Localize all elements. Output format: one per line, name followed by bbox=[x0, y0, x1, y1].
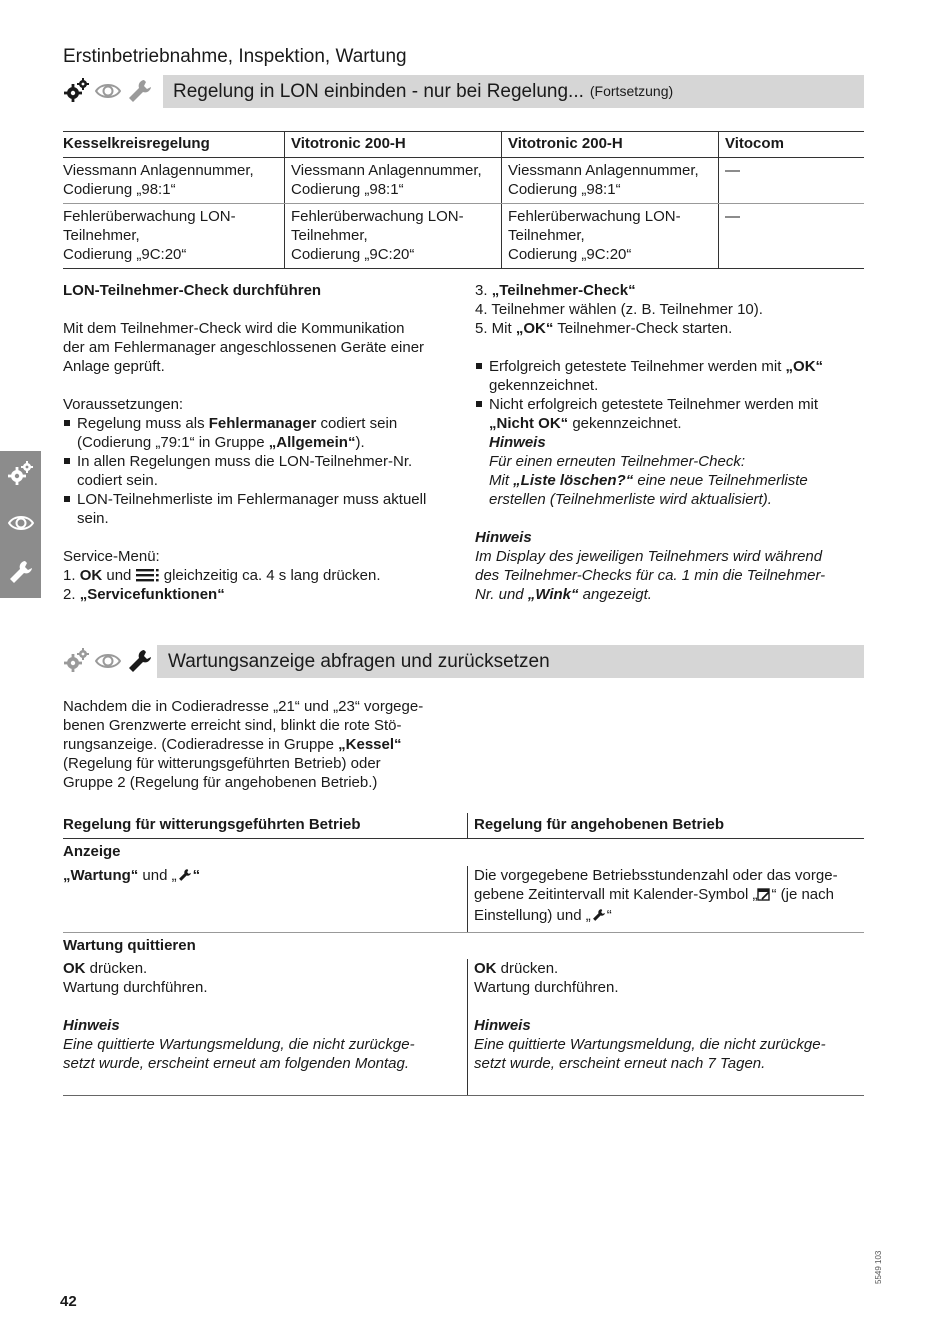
paragraph: Mit dem Teilnehmer-Check wird die Kommunikation der am Fehlermanager angeschlossenen Geräte einer Anlage geprüft. bbox=[63, 320, 425, 375]
gears-icon bbox=[63, 76, 91, 105]
subheading: LON-Teilnehmer-Check durchführen bbox=[63, 282, 322, 299]
table-cell: Die vorgegebene Betriebsstundenzahl oder das vorge- gebene Zeitintervall mit Kalender-Symbol „ “ (je nach Einstellung) und „ “ bbox=[468, 866, 865, 933]
table-cell: — bbox=[719, 158, 865, 204]
table-header: Vitotronic 200-H bbox=[502, 132, 719, 158]
list-item: Nicht erfolgreich getestete Teilnehmer werden mit „Nicht OK“ gekennzeichnet. Hinweis Für einen erneuten Teilnehmer-Check: Mit „Liste löschen?“ eine neue Teilnehmerliste erstellen (Teilnehmerliste wird aktualisiert). bbox=[475, 395, 865, 509]
wrench-icon bbox=[126, 76, 154, 105]
row-label: Wartung quittieren bbox=[63, 937, 196, 954]
section-intro bbox=[63, 697, 463, 792]
table-cell: Viessmann Anlagennummer, Codierung „98:1“ bbox=[502, 158, 719, 204]
step-3: 3. „Teilnehmer-Check“ bbox=[475, 282, 636, 299]
list-item: LON-Teilnehmerliste im Fehlermanager muss aktuell sein. bbox=[63, 490, 453, 528]
table-header-row bbox=[63, 813, 864, 839]
eye-icon bbox=[94, 76, 122, 105]
table-cell: Fehlerüberwachung LON- Teilnehmer, Codierung „9C:20“ bbox=[285, 204, 502, 269]
gears-icon bbox=[6, 459, 36, 489]
section-title-bar bbox=[157, 645, 864, 678]
row-label: Anzeige bbox=[63, 843, 121, 860]
table-row bbox=[63, 933, 864, 960]
table-row bbox=[63, 959, 864, 1096]
table-header-row bbox=[63, 132, 864, 158]
requirements-label: Voraussetzungen: bbox=[63, 396, 184, 413]
paragraph: Nachdem die in Codieradresse „21“ und „23“ vorgege- benen Grenzwerte erreicht sind, blinkt die rote Stö- rungsanzeige. (Codieradresse in Gruppe „Kessel“ (Regelung für witterungsgeführten Betrieb) oder Gruppe 2 (Regelung für angehobenen Betrieb.) bbox=[63, 698, 424, 791]
page-number: 42 bbox=[60, 1293, 77, 1310]
table-header: Regelung für angehobenen Betrieb bbox=[468, 813, 865, 839]
table-header: Vitotronic 200-H bbox=[285, 132, 502, 158]
wrench-icon bbox=[177, 868, 193, 887]
results-list bbox=[475, 357, 865, 509]
table-cell: OK drücken. Wartung durchführen. Hinweis Eine quittierte Wartungsmeldung, die nicht zurückge- setzt wurde, erscheint erneut nach 7 Tagen. bbox=[468, 959, 865, 1096]
left-column bbox=[63, 281, 453, 604]
table-header: Vitocom bbox=[719, 132, 865, 158]
table-cell: — bbox=[719, 204, 865, 269]
requirements-list bbox=[63, 414, 453, 528]
list-item: Regelung muss als Fehlermanager codiert sein (Codierung „79:1“ in Gruppe „Allgemein“). bbox=[63, 414, 453, 452]
list-item: Erfolgreich getestete Teilnehmer werden mit „OK“ gekennzeichnet. bbox=[475, 357, 865, 395]
table-cell: Viessmann Anlagennummer, Codierung „98:1“ bbox=[63, 158, 285, 204]
wrench-icon bbox=[126, 646, 154, 675]
table-cell: Viessmann Anlagennummer, Codierung „98:1“ bbox=[285, 158, 502, 204]
table-cell: OK drücken. Wartung durchführen. Hinweis Eine quittierte Wartungsmeldung, die nicht zurückge- setzt wurde, erscheint erneut am folgenden Montag. bbox=[63, 959, 468, 1096]
step-1: 1. OK und gleichzeitig ca. 4 s lang drücken. bbox=[63, 567, 381, 584]
table-row bbox=[63, 204, 864, 269]
calendar-icon bbox=[757, 887, 771, 906]
maintenance-table bbox=[63, 813, 864, 1096]
service-menu-label: Service-Menü: bbox=[63, 548, 160, 565]
section-title: Regelung in LON einbinden - nur bei Regelung... bbox=[173, 81, 584, 102]
note-text: Im Display des jeweiligen Teilnehmers wird während des Teilnehmer-Checks für ca. 1 min die Teilnehmer- Nr. und „Wink“ angezeigt. bbox=[475, 548, 826, 603]
table-header: Kesselkreisregelung bbox=[63, 132, 285, 158]
page-header: Erstinbetriebnahme, Inspektion, Wartung bbox=[63, 46, 407, 67]
table-row bbox=[63, 866, 864, 933]
gears-icon bbox=[63, 646, 91, 675]
section-title-bar bbox=[163, 75, 864, 108]
side-tab bbox=[0, 451, 41, 598]
wrench-icon bbox=[591, 908, 607, 927]
eye-icon bbox=[6, 508, 36, 538]
table-cell: „Wartung“ und „ “ bbox=[63, 866, 468, 933]
menu-icon bbox=[136, 568, 160, 581]
eye-icon bbox=[94, 646, 122, 675]
list-item: In allen Regelungen muss die LON-Teilnehmer-Nr. codiert sein. bbox=[63, 452, 453, 490]
note-title: Hinweis bbox=[489, 434, 546, 451]
table-cell: Fehlerüberwachung LON- Teilnehmer, Codierung „9C:20“ bbox=[63, 204, 285, 269]
section-title: Wartungsanzeige abfragen und zurücksetzen bbox=[168, 651, 550, 672]
step-5: 5. Mit „OK“ Teilnehmer-Check starten. bbox=[475, 320, 733, 337]
table-cell: Fehlerüberwachung LON- Teilnehmer, Codierung „9C:20“ bbox=[502, 204, 719, 269]
table-row bbox=[63, 158, 864, 204]
lon-coding-table bbox=[63, 131, 864, 269]
note-title: Hinweis bbox=[475, 529, 532, 546]
document-number: 5549 103 bbox=[874, 1250, 883, 1284]
table-header: Regelung für witterungsgeführten Betrieb bbox=[63, 813, 468, 839]
step-2: 2. „Servicefunktionen“ bbox=[63, 586, 225, 603]
section-title-suffix: (Fortsetzung) bbox=[589, 83, 674, 99]
wrench-icon bbox=[6, 557, 36, 587]
right-column bbox=[475, 281, 865, 604]
table-row bbox=[63, 839, 864, 867]
step-4: 4. Teilnehmer wählen (z. B. Teilnehmer 10). bbox=[475, 301, 763, 318]
